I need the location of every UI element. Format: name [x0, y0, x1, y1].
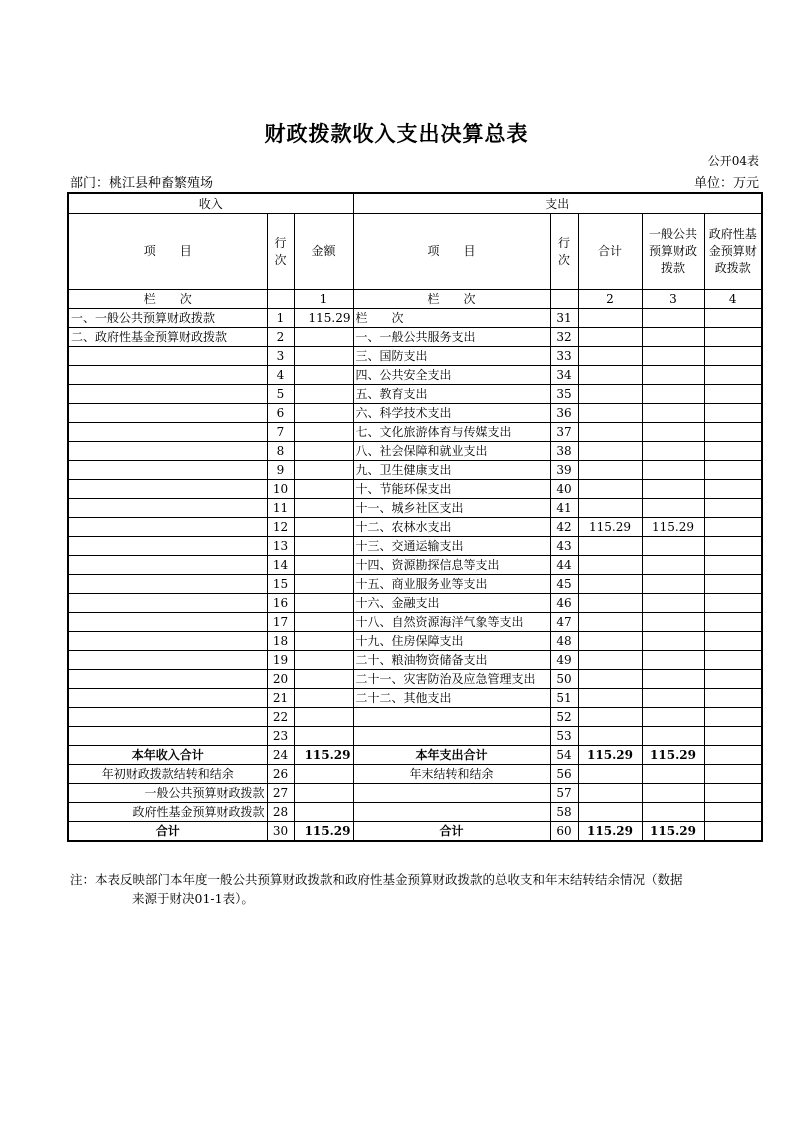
expense-row-no: 42 — [550, 518, 578, 537]
summary-income-item: 合计 — [68, 822, 267, 842]
summary-expense-fund — [704, 803, 762, 822]
expense-row-no: 39 — [550, 461, 578, 480]
income-row-no: 16 — [267, 594, 294, 613]
income-header: 收入 — [68, 193, 353, 214]
summary-expense-fund — [704, 746, 762, 765]
expense-total — [578, 309, 642, 328]
income-item: 一、一般公共预算财政拨款 — [68, 309, 267, 328]
expense-total — [578, 328, 642, 347]
expense-fund — [704, 632, 762, 651]
income-item — [68, 708, 267, 727]
expense-general — [642, 423, 704, 442]
summary-expense-row-no: 57 — [550, 784, 578, 803]
summary-income-row-no: 30 — [267, 822, 294, 842]
expense-general — [642, 499, 704, 518]
expense-row-no: 43 — [550, 537, 578, 556]
expense-fund — [704, 594, 762, 613]
expense-row-no: 38 — [550, 442, 578, 461]
summary-income-amount: 115.29 — [294, 822, 353, 842]
expense-fund — [704, 727, 762, 746]
income-item — [68, 404, 267, 423]
income-amount — [294, 442, 353, 461]
table-row — [68, 537, 762, 556]
summary-income-amount — [294, 803, 353, 822]
col-index-3: 3 — [642, 290, 704, 309]
income-row-no: 19 — [267, 651, 294, 670]
expense-fund — [704, 347, 762, 366]
expense-general — [642, 670, 704, 689]
expense-general — [642, 708, 704, 727]
expense-total-header: 合计 — [578, 214, 642, 290]
expense-item: 十九、住房保障支出 — [353, 632, 550, 651]
income-amount — [294, 670, 353, 689]
income-row-no: 13 — [267, 537, 294, 556]
expense-row-no: 34 — [550, 366, 578, 385]
summary-expense-total: 115.29 — [578, 822, 642, 842]
expense-item: 四、公共安全支出 — [353, 366, 550, 385]
summary-expense-total — [578, 803, 642, 822]
expense-total — [578, 385, 642, 404]
summary-income-amount — [294, 784, 353, 803]
income-item — [68, 423, 267, 442]
expense-fund — [704, 328, 762, 347]
income-row-no: 12 — [267, 518, 294, 537]
summary-row — [68, 784, 762, 803]
income-amount — [294, 727, 353, 746]
summary-expense-row-no: 54 — [550, 746, 578, 765]
table-row — [68, 670, 762, 689]
col-label-income: 栏 次 — [68, 290, 267, 309]
expense-total — [578, 480, 642, 499]
expense-fund — [704, 556, 762, 575]
income-row-no: 1 — [267, 309, 294, 328]
income-item — [68, 575, 267, 594]
income-item — [68, 632, 267, 651]
expense-item: 五、教育支出 — [353, 385, 550, 404]
budget-table — [67, 192, 763, 842]
expense-total — [578, 499, 642, 518]
expense-total — [578, 632, 642, 651]
expense-row-no: 31 — [550, 309, 578, 328]
income-item — [68, 651, 267, 670]
expense-fund — [704, 366, 762, 385]
income-amount — [294, 556, 353, 575]
income-amount — [294, 461, 353, 480]
expense-fund — [704, 575, 762, 594]
expense-fund — [704, 385, 762, 404]
summary-expense-general — [642, 803, 704, 822]
income-amount — [294, 651, 353, 670]
expense-general — [642, 347, 704, 366]
expense-item: 九、卫生健康支出 — [353, 461, 550, 480]
expense-fund — [704, 537, 762, 556]
expense-total — [578, 670, 642, 689]
summary-expense-fund — [704, 765, 762, 784]
income-row-no: 20 — [267, 670, 294, 689]
income-row-no: 23 — [267, 727, 294, 746]
table-row — [68, 423, 762, 442]
income-amount — [294, 366, 353, 385]
income-amount — [294, 480, 353, 499]
form-code: 公开04表 — [707, 154, 759, 168]
income-amount — [294, 613, 353, 632]
expense-total — [578, 594, 642, 613]
expense-row-no: 46 — [550, 594, 578, 613]
summary-expense-general — [642, 765, 704, 784]
income-row-no: 15 — [267, 575, 294, 594]
summary-row — [68, 803, 762, 822]
income-item — [68, 537, 267, 556]
summary-income-amount — [294, 765, 353, 784]
summary-expense-item — [353, 784, 550, 803]
table-row — [68, 632, 762, 651]
expense-row-no: 53 — [550, 727, 578, 746]
summary-income-item: 本年收入合计 — [68, 746, 267, 765]
income-row-no: 7 — [267, 423, 294, 442]
summary-expense-row-no: 56 — [550, 765, 578, 784]
expense-total — [578, 613, 642, 632]
income-row-no: 2 — [267, 328, 294, 347]
table-row — [68, 708, 762, 727]
unit-label: 单位：万元 — [693, 176, 759, 191]
income-item — [68, 613, 267, 632]
income-row-no: 17 — [267, 613, 294, 632]
expense-general — [642, 328, 704, 347]
table-row — [68, 613, 762, 632]
summary-expense-item — [353, 803, 550, 822]
expense-general — [642, 385, 704, 404]
expense-total: 115.29 — [578, 518, 642, 537]
summary-income-item: 一般公共预算财政拨款 — [68, 784, 267, 803]
expense-item — [353, 727, 550, 746]
income-item — [68, 499, 267, 518]
expense-total — [578, 442, 642, 461]
expense-general — [642, 727, 704, 746]
income-item — [68, 727, 267, 746]
table-row — [68, 328, 762, 347]
expense-row-no: 49 — [550, 651, 578, 670]
expense-total — [578, 366, 642, 385]
summary-expense-total: 115.29 — [578, 746, 642, 765]
expense-row-no: 36 — [550, 404, 578, 423]
summary-expense-total — [578, 784, 642, 803]
footnote: 注：本表反映部门本年度一般公共预算财政拨款和政府性基金预算财政拨款的总收支和年末结转结余情况（数据 — [70, 872, 683, 887]
table-row — [68, 385, 762, 404]
expense-general — [642, 651, 704, 670]
summary-expense-fund — [704, 784, 762, 803]
income-amount — [294, 347, 353, 366]
expense-item: 十二、农林水支出 — [353, 518, 550, 537]
expense-fund — [704, 461, 762, 480]
income-amount — [294, 328, 353, 347]
table-row — [68, 556, 762, 575]
summary-expense-general — [642, 784, 704, 803]
col-index-1: 1 — [294, 290, 353, 309]
expense-item: 三、国防支出 — [353, 347, 550, 366]
table-row — [68, 309, 762, 328]
expense-row-no: 33 — [550, 347, 578, 366]
expense-fund — [704, 499, 762, 518]
expense-row-no: 47 — [550, 613, 578, 632]
income-amount — [294, 575, 353, 594]
income-row-no: 5 — [267, 385, 294, 404]
expense-general — [642, 366, 704, 385]
expense-total — [578, 461, 642, 480]
expense-total — [578, 347, 642, 366]
income-row-no: 11 — [267, 499, 294, 518]
income-row-no: 9 — [267, 461, 294, 480]
expense-row-no: 35 — [550, 385, 578, 404]
expense-general: 115.29 — [642, 518, 704, 537]
table-row — [68, 347, 762, 366]
expense-row-no: 40 — [550, 480, 578, 499]
summary-expense-fund — [704, 822, 762, 842]
table-row — [68, 575, 762, 594]
summary-expense-general: 115.29 — [642, 746, 704, 765]
income-row-no: 6 — [267, 404, 294, 423]
table-row — [68, 499, 762, 518]
footnote-cont: 来源于财决01-1表）。 — [132, 891, 254, 906]
expense-general — [642, 480, 704, 499]
income-amount — [294, 708, 353, 727]
income-item: 二、政府性基金预算财政拨款 — [68, 328, 267, 347]
expense-total — [578, 404, 642, 423]
summary-income-row-no: 28 — [267, 803, 294, 822]
income-amount — [294, 385, 353, 404]
gov-fund-header: 政府性基金预算财政拨款 — [704, 214, 762, 290]
income-amount — [294, 689, 353, 708]
expense-row-no: 45 — [550, 575, 578, 594]
expense-header: 支出 — [353, 193, 762, 214]
expense-total — [578, 575, 642, 594]
expense-item: 栏 次 — [353, 309, 550, 328]
empty-cell — [550, 290, 578, 309]
table-row — [68, 651, 762, 670]
expense-rowno-header: 行次 — [550, 214, 578, 290]
expense-fund — [704, 689, 762, 708]
expense-total — [578, 727, 642, 746]
expense-total — [578, 651, 642, 670]
income-amount — [294, 537, 353, 556]
summary-expense-item: 本年支出合计 — [353, 746, 550, 765]
income-item — [68, 594, 267, 613]
department: 部门：桃江县种畜繁殖场 — [70, 176, 214, 191]
expense-item: 二十一、灾害防治及应急管理支出 — [353, 670, 550, 689]
expense-fund — [704, 518, 762, 537]
col-index-2: 2 — [578, 290, 642, 309]
page-title: 财政拨款收入支出决算总表 — [264, 121, 529, 146]
table-row — [68, 689, 762, 708]
income-amount — [294, 518, 353, 537]
expense-fund — [704, 309, 762, 328]
expense-item: 二十二、其他支出 — [353, 689, 550, 708]
table-row — [68, 727, 762, 746]
table-row — [68, 442, 762, 461]
summary-income-item: 年初财政拨款结转和结余 — [68, 765, 267, 784]
expense-general — [642, 594, 704, 613]
table-row — [68, 518, 762, 537]
income-amount — [294, 632, 353, 651]
income-item — [68, 461, 267, 480]
expense-general — [642, 613, 704, 632]
income-amount-header: 金额 — [294, 214, 353, 290]
income-item — [68, 480, 267, 499]
expense-total — [578, 689, 642, 708]
income-row-no: 10 — [267, 480, 294, 499]
expense-item: 六、科学技术支出 — [353, 404, 550, 423]
summary-row — [68, 822, 762, 842]
expense-item: 十三、交通运输支出 — [353, 537, 550, 556]
expense-item: 一、一般公共服务支出 — [353, 328, 550, 347]
summary-row — [68, 746, 762, 765]
expense-total — [578, 556, 642, 575]
summary-expense-total — [578, 765, 642, 784]
empty-cell — [267, 290, 294, 309]
income-item — [68, 442, 267, 461]
income-item — [68, 670, 267, 689]
expense-item: 七、文化旅游体育与传媒支出 — [353, 423, 550, 442]
expense-fund — [704, 442, 762, 461]
income-amount — [294, 499, 353, 518]
table-row — [68, 366, 762, 385]
income-item — [68, 366, 267, 385]
income-rowno-header: 行次 — [267, 214, 294, 290]
expense-general — [642, 556, 704, 575]
expense-item: 十五、商业服务业等支出 — [353, 575, 550, 594]
income-amount — [294, 423, 353, 442]
table-row — [68, 461, 762, 480]
expense-fund — [704, 404, 762, 423]
income-item — [68, 385, 267, 404]
expense-general — [642, 309, 704, 328]
expense-row-no: 41 — [550, 499, 578, 518]
expense-item: 十、节能环保支出 — [353, 480, 550, 499]
expense-item: 八、社会保障和就业支出 — [353, 442, 550, 461]
general-budget-header: 一般公共预算财政拨款 — [642, 214, 704, 290]
summary-expense-row-no: 58 — [550, 803, 578, 822]
summary-income-item: 政府性基金预算财政拨款 — [68, 803, 267, 822]
expense-general — [642, 461, 704, 480]
expense-fund — [704, 480, 762, 499]
income-item — [68, 689, 267, 708]
expense-fund — [704, 423, 762, 442]
table-row — [68, 480, 762, 499]
income-row-no: 14 — [267, 556, 294, 575]
income-item — [68, 518, 267, 537]
summary-income-row-no: 27 — [267, 784, 294, 803]
col-index-4: 4 — [704, 290, 762, 309]
expense-row-no: 32 — [550, 328, 578, 347]
expense-general — [642, 442, 704, 461]
expense-general — [642, 689, 704, 708]
expense-row-no: 37 — [550, 423, 578, 442]
income-row-no: 21 — [267, 689, 294, 708]
summary-expense-item: 年末结转和结余 — [353, 765, 550, 784]
expense-general — [642, 575, 704, 594]
expense-general — [642, 537, 704, 556]
expense-general — [642, 632, 704, 651]
income-amount — [294, 404, 353, 423]
table-row — [68, 404, 762, 423]
col-label-expense: 栏 次 — [353, 290, 550, 309]
income-row-no: 4 — [267, 366, 294, 385]
expense-item — [353, 708, 550, 727]
expense-fund — [704, 708, 762, 727]
expense-row-no: 52 — [550, 708, 578, 727]
summary-expense-item: 合计 — [353, 822, 550, 842]
expense-item: 十六、金融支出 — [353, 594, 550, 613]
expense-item-header: 项 目 — [353, 214, 550, 290]
expense-row-no: 50 — [550, 670, 578, 689]
table-row — [68, 594, 762, 613]
expense-fund — [704, 613, 762, 632]
expense-fund — [704, 651, 762, 670]
income-item-header: 项 目 — [68, 214, 267, 290]
summary-income-amount: 115.29 — [294, 746, 353, 765]
expense-fund — [704, 670, 762, 689]
summary-row — [68, 765, 762, 784]
income-row-no: 22 — [267, 708, 294, 727]
expense-item: 十四、资源勘探信息等支出 — [353, 556, 550, 575]
income-row-no: 18 — [267, 632, 294, 651]
income-amount: 115.29 — [294, 309, 353, 328]
expense-item: 十八、自然资源海洋气象等支出 — [353, 613, 550, 632]
expense-item: 十一、城乡社区支出 — [353, 499, 550, 518]
summary-expense-general: 115.29 — [642, 822, 704, 842]
expense-total — [578, 423, 642, 442]
income-item — [68, 347, 267, 366]
expense-total — [578, 708, 642, 727]
expense-item: 二十、粮油物资储备支出 — [353, 651, 550, 670]
income-item — [68, 556, 267, 575]
summary-expense-row-no: 60 — [550, 822, 578, 842]
income-row-no: 3 — [267, 347, 294, 366]
income-amount — [294, 594, 353, 613]
expense-row-no: 48 — [550, 632, 578, 651]
expense-general — [642, 404, 704, 423]
summary-income-row-no: 24 — [267, 746, 294, 765]
expense-row-no: 44 — [550, 556, 578, 575]
expense-total — [578, 537, 642, 556]
income-row-no: 8 — [267, 442, 294, 461]
summary-income-row-no: 26 — [267, 765, 294, 784]
expense-row-no: 51 — [550, 689, 578, 708]
